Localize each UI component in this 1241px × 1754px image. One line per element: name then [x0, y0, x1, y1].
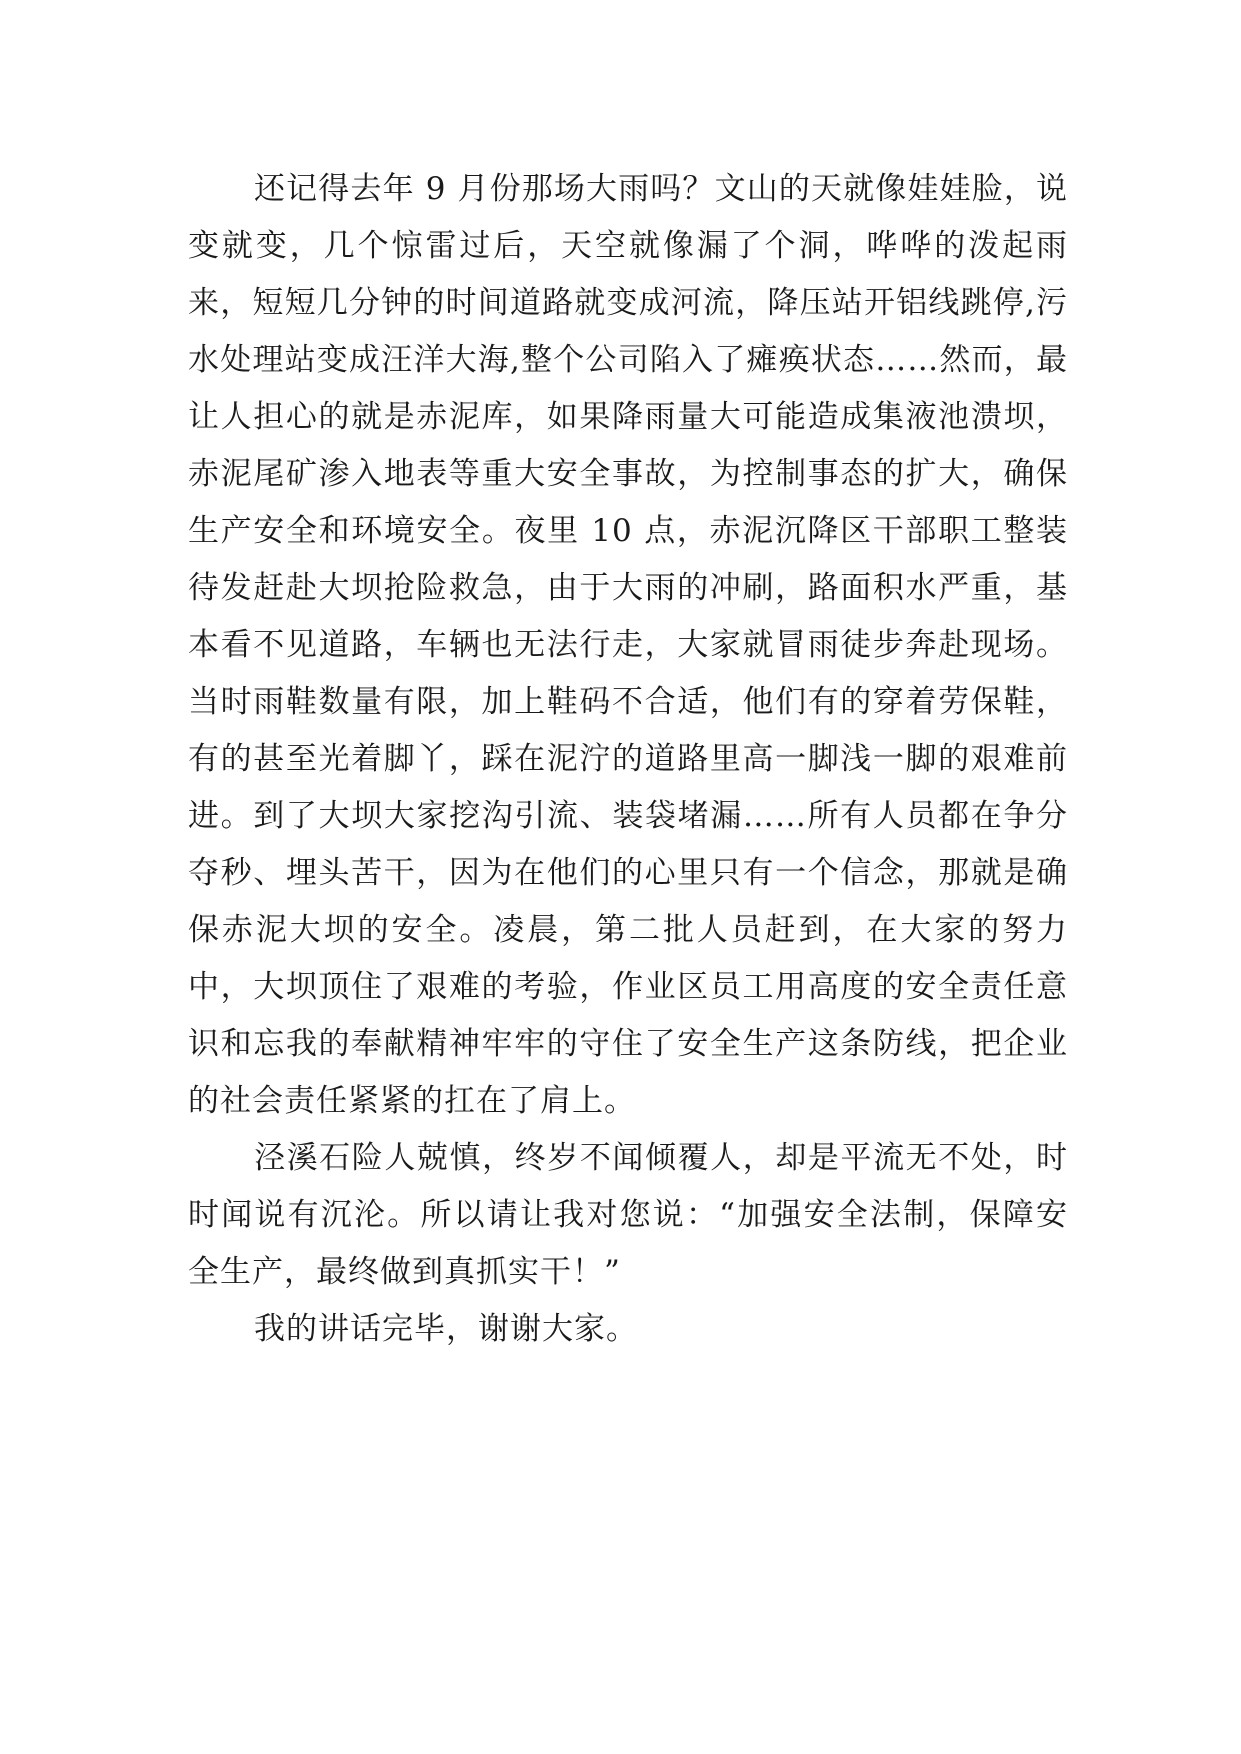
- body-text: [188, 161, 1068, 1358]
- paragraph-poem-appeal: 泾溪石险人兢慎，终岁不闻倾覆人，却是平流无不处，时时闻说有沉沦。所以请让我对您说：“加强安全法制，保障安全生产，最终做到真抓实干！”: [188, 1140, 1068, 1290]
- paragraph-story: 还记得去年 9 月份那场大雨吗？文山的天就像娃娃脸，说变就变，几个惊雷过后，天空就像漏了个洞，哗哗的泼起雨来，短短几分钟的时间道路就变成河流，降压站开铝线跳停,污水处理站变成汪洋大海,整个公司陷入了瘫痪状态……然而，最让人担心的就是赤泥库，如果降雨量大可能造成集液池溃坝，赤泥尾矿渗入地表等重大安全事故，为控制事态的扩大，确保生产安全和环境安全。夜里 10 点，赤泥沉降区干部职工整装待发赶赴大坝抢险救急，由于大雨的冲刷，路面积水严重，基本看不见道路，车辆也无法行走，大家就冒雨徒步奔赴现场。当时雨鞋数量有限，加上鞋码不合适，他们有的穿着劳保鞋，有的甚至光着脚丫，踩在泥泞的道路里高一脚浅一脚的艰难前进。到了大坝大家挖沟引流、装袋堵漏……所有人员都在争分夺秒、埋头苦干，因为在他们的心里只有一个信念，那就是确保赤泥大坝的安全。凌晨，第二批人员赶到，在大家的努力中，大坝顶住了艰难的考验，作业区员工用高度的安全责任意识和忘我的奉献精神牢牢的守住了安全生产这条防线，把企业的社会责任紧紧的扛在了肩上。: [188, 171, 1068, 1119]
- paragraph-closing: 我的讲话完毕，谢谢大家。: [254, 1311, 638, 1347]
